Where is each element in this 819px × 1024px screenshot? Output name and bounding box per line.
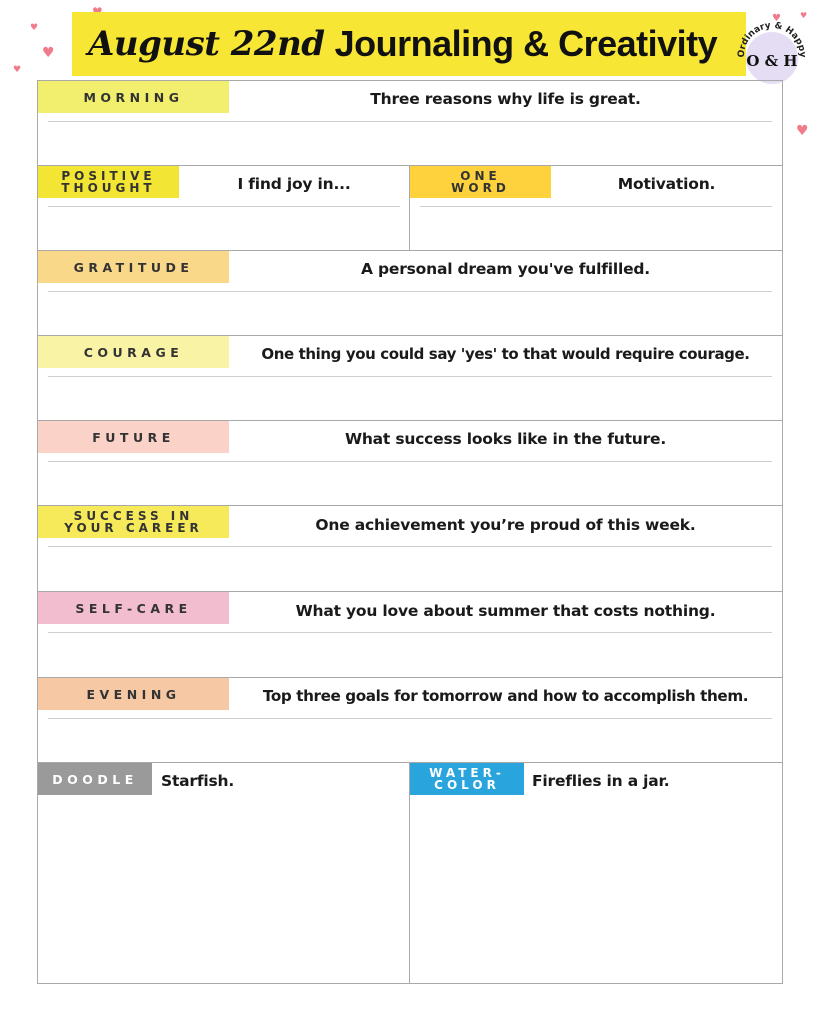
writing-line (48, 291, 772, 292)
writing-line (48, 121, 772, 122)
one-word-prompt: Motivation. (617, 175, 716, 193)
heart-icon: ♥ (772, 13, 781, 24)
morning-prompt: Three reasons why life is great. (370, 90, 641, 108)
morning-label: MORNING (38, 81, 229, 113)
gratitude-prompt: A personal dream you've fulfilled. (361, 260, 650, 278)
positive-thought-label: POSITIVE THOUGHT (38, 166, 179, 198)
one-word-label: ONE WORD (410, 166, 551, 198)
heart-icon: ♥ (42, 45, 55, 61)
writing-line (48, 718, 772, 719)
writing-line (48, 461, 772, 462)
column-divider (409, 762, 410, 984)
heart-icon: ♥ (800, 11, 808, 20)
page-title: Journaling & Creativity (334, 23, 718, 64)
self-care-label: SELF-CARE (38, 592, 229, 624)
heart-icon: ♥ (30, 23, 39, 33)
writing-line (48, 632, 772, 633)
positive-thought-prompt: I find joy in... (237, 175, 351, 193)
page-date: August 22nd (88, 24, 325, 64)
doodle-label: DOODLE (38, 763, 152, 795)
success-career-prompt: One achievement you’re proud of this week. (315, 516, 696, 534)
heart-icon: ♥ (13, 65, 22, 75)
doodle-prompt: Starfish. (161, 772, 235, 790)
logo-initials: O & H (746, 52, 798, 70)
courage-prompt: One thing you could say 'yes' to that would require courage. (261, 345, 750, 363)
writing-line (48, 376, 772, 377)
watercolor-prompt: Fireflies in a jar. (532, 772, 670, 790)
future-prompt: What success looks like in the future. (344, 430, 667, 448)
evening-prompt: Top three goals for tomorrow and how to accomplish them. (262, 687, 749, 705)
writing-line (420, 206, 772, 207)
writing-line (48, 206, 400, 207)
success-career-label: SUCCESS IN YOUR CAREER (38, 506, 229, 538)
heart-icon: ♥ (796, 123, 809, 139)
watercolor-label: WATER- COLOR (410, 763, 524, 795)
writing-line (48, 546, 772, 547)
courage-label: COURAGE (38, 336, 229, 368)
logo-text: Ordinary & Happy (736, 20, 808, 58)
self-care-prompt: What you love about summer that costs nothing. (295, 602, 716, 620)
future-label: FUTURE (38, 421, 229, 453)
title-banner (72, 12, 746, 76)
evening-label: EVENING (38, 678, 229, 710)
gratitude-label: GRATITUDE (38, 251, 229, 283)
